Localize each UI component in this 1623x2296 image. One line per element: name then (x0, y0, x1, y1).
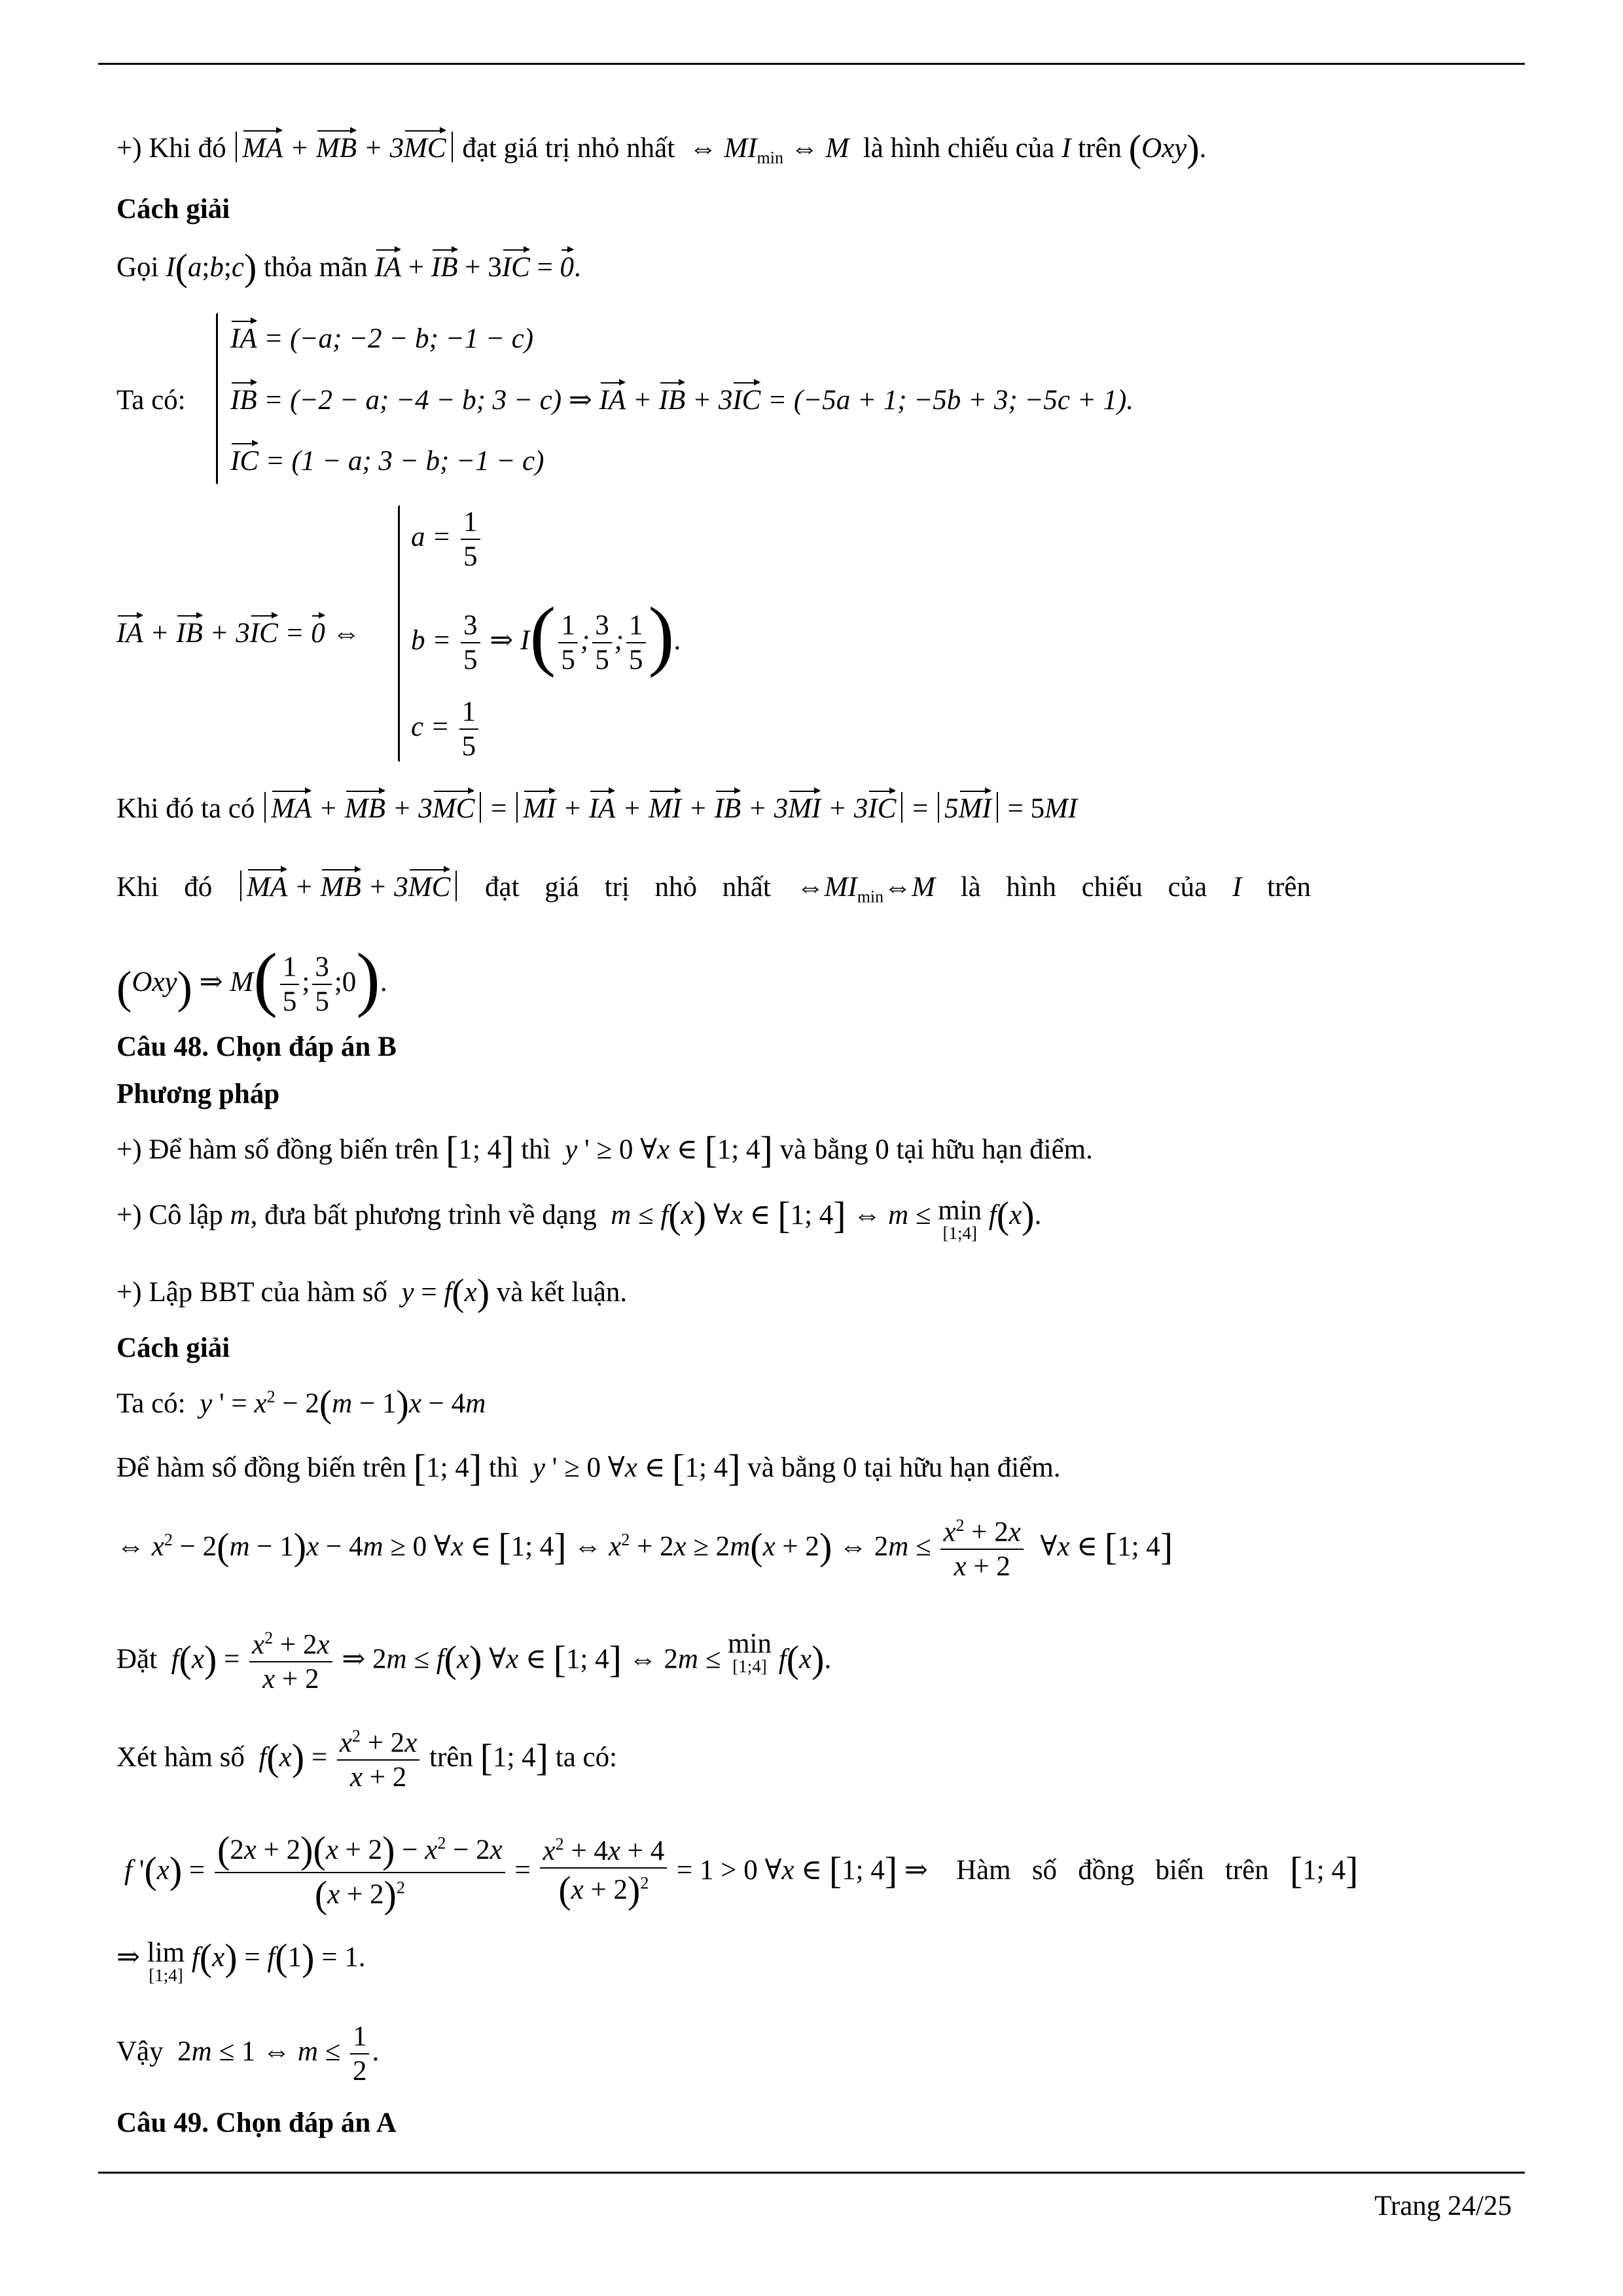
q47-final-line: Khi đó MA + MB + 3MC đạt giá trị nhỏ nhất $\Leftrightarrow MI_{min}\Leftrightarrow M$ là hình chiếu của I trên (116, 872, 1311, 906)
footer-rule (98, 2172, 1525, 2174)
q47-method-tail: là hình chiếu của (863, 133, 1055, 164)
q48-solution-heading: Cách giải (116, 1333, 230, 1363)
q47-method-mid: đạt giá trị nhỏ nhất (462, 133, 675, 164)
q47-method-tail2: trên (1078, 133, 1122, 164)
abc-brace (398, 505, 400, 762)
header-rule (98, 63, 1525, 65)
q48-min: ⇒ lim [1;4] f(x) = f(1) = 1. (116, 1936, 366, 1985)
q49-heading: Câu 49. Chọn đáp án A (116, 2108, 397, 2138)
q47-taco-label: Ta có: (116, 385, 186, 416)
q47-method-line: +) Khi đó MA + MB + 3MC đạt giá trị nhỏ nhất ⇔ $MI_{min}$ ⇔ M là hình chiếu của I trên (Oxy). (116, 127, 1207, 170)
q48-vay: Vậy 2m ≤ 1 ⇔ m ≤ $\frac{1}{2}$ . (116, 2021, 380, 2087)
zero-sum-eq: IA + IB + 3IC = 0 ⇔ (116, 618, 361, 649)
q48-fprime: f '(x) = $\frac{(2x + 2)(x + 2) - x^2 - 2x}{(x + 2)^2}$ = $\frac{x^2 + 4x + 4}{(x + 2)^2}$ = 1 > 0 ∀x ∈ [1; 4] ⇒ Hàm số đồng biến trên [1; 4] (124, 1829, 1359, 1916)
system-ic: IC = (1 − a; 3 − b; −1 − c) (230, 446, 544, 476)
a-value: a = $\frac{1}{5}$ (411, 508, 483, 571)
q48-condition: Để hàm số đồng biến trên [1; 4] thì y ' ≥ 0 ∀x ∈ [1; 4] và bằng 0 tại hữu hạn điểm. (116, 1446, 1061, 1489)
q47-goi-line: Gọi I(a;b;c) thỏa mãn IA + IB + 3IC = 0. (116, 246, 581, 289)
system-brace (216, 313, 218, 484)
q48-xet: Xét hàm số f(x) = $\frac{x^2 + 2x}{x + 2}$ trên [1; 4] ta có: (116, 1727, 618, 1793)
q47-goi-mid: thỏa mãn (263, 252, 368, 283)
q48-method-2: +) Cô lập m, đưa bất phương trình về dạng m ≤ f(x) ∀x ∈ [1; 4] ⇔ m ≤ min [1;4] f(x). (116, 1194, 1042, 1243)
b-value: b = $\frac{3}{5}$ ⇒ I( $\frac{1}{5}$ ; $\frac{3}{5}$ ; $\frac{1}{5}$ ). (411, 591, 682, 678)
c-value: c = $\frac{1}{5}$ (411, 698, 481, 761)
q48-derivative: Ta có: y ' = $x^2 - 2(m - 1)x - 4m$ (116, 1382, 486, 1425)
vector-sum-abs: MA + MB + 3MC (236, 132, 452, 162)
q47-method-prefix: +) Khi đó (116, 133, 226, 164)
q47-result-line: (Oxy) ⇒ M( $\frac{1}{5}$ ; $\frac{3}{5}$ ;0). (116, 939, 387, 1018)
q48-dat: Đặt f(x) = $\frac{x^2 + 2x}{x + 2}$ ⇒ 2m ≤ f(x) ∀x ∈ [1; 4] ⇔ 2m ≤ min [1;4] f(x). (116, 1628, 832, 1695)
system-ia: IA = (−a; −2 − b; −1 − c) (230, 323, 534, 354)
q47-goi-prefix: Gọi (116, 252, 159, 283)
q48-heading: Câu 48. Chọn đáp án B (116, 1031, 397, 1062)
q48-method-1: +) Để hàm số đồng biến trên [1; 4] thì y ' ≥ 0 ∀x ∈ [1; 4] và bằng 0 tại hữu hạn điểm. (116, 1128, 1093, 1171)
q47-solution-heading: Cách giải (116, 194, 230, 224)
q48-method-heading: Phương pháp (116, 1079, 280, 1109)
page-number: Trang 24/25 (1374, 2191, 1512, 2221)
q48-method-3: +) Lập BBT của hàm số y = f(x) và kết luận. (116, 1271, 628, 1314)
q47-khido-line: Khi đó ta có MA + MB + 3MC = MI + IA + MI + IB + 3MI + 3IC = 5MI = 5MI (116, 793, 1078, 824)
q48-inequality: ⇔ $x^2 - 2(m - 1)x - 4m \ge 0$ ∀x ∈ [1; 4] ⇔ $x^2 + 2x \ge 2m(x + 2)$ ⇔ 2m ≤ $\frac{x^2 + 2x}{x + 2}$ ∀x ∈ [1; 4] (116, 1516, 1173, 1583)
system-ib: IB = (−2 − a; −4 − b; 3 − c) ⇒ IA + IB + 3IC = (−5a + 1; −5b + 3; −5c + 1). (230, 385, 1134, 416)
